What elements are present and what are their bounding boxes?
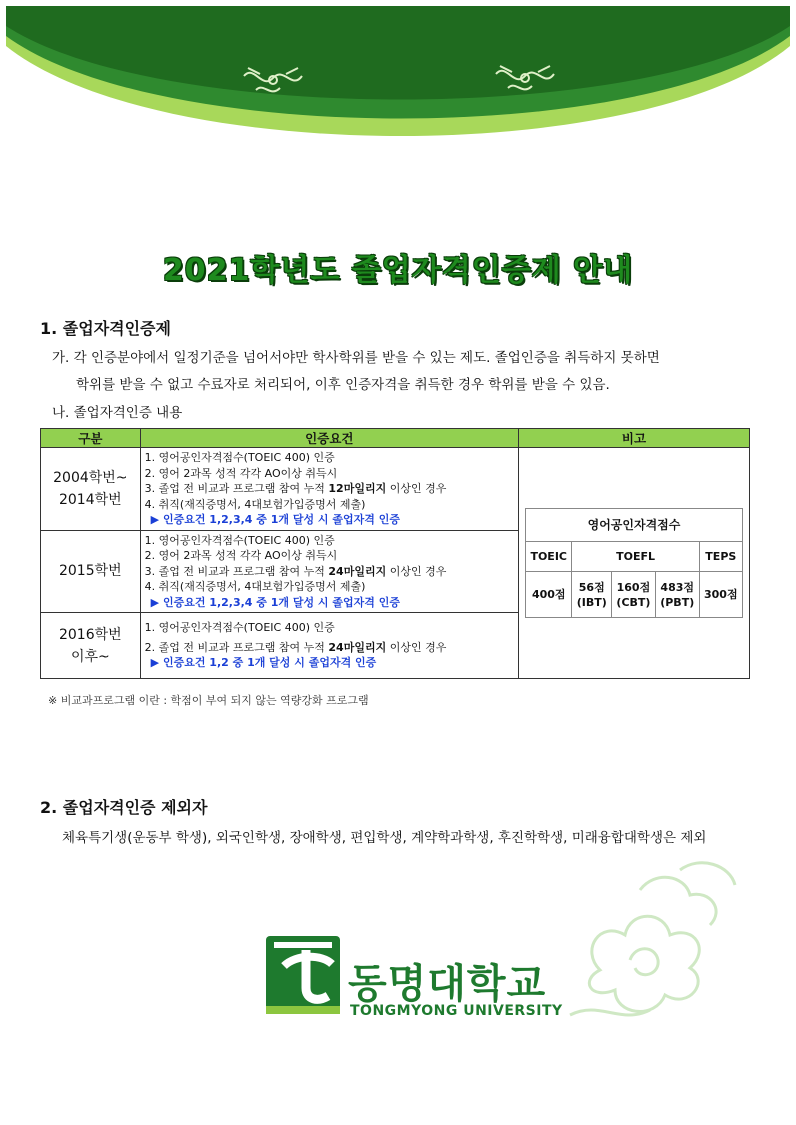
mileage-value: 24마일리지 bbox=[328, 564, 387, 578]
group-label: 이후~ bbox=[70, 648, 110, 665]
university-logo-icon bbox=[266, 936, 340, 1014]
mileage-value: 24마일리지 bbox=[328, 640, 387, 654]
requirement-item: 3. 졸업 전 비교과 프로그램 참여 누적 12마일리지 이상인 경우 bbox=[144, 482, 447, 495]
group-label: 2016학번 bbox=[58, 626, 122, 643]
logo-name-english: TONGMYONG UNIVERSITY bbox=[350, 1003, 563, 1019]
page-title: 2021학년도 졸업자격인증제 안내 bbox=[162, 253, 634, 288]
section1-para-a-line1: 가. 각 인증분야에서 일정기준을 넘어서야만 학사학위를 받을 수 있는 제도. 졸업인증을 취득하지 못하면 bbox=[52, 350, 660, 366]
requirement-item: 2. 영어 2과목 성적 각각 AO이상 취득시 bbox=[144, 466, 338, 480]
header-requirements: 인증요건 bbox=[140, 429, 518, 448]
requirement-item: 4. 취직(재직증명서, 4대보험가입증명서 제출) bbox=[144, 497, 366, 511]
cloud-pattern-icon bbox=[560, 850, 750, 1030]
right-ornament-icon bbox=[492, 58, 558, 98]
score-head-toefl: TOEFL bbox=[572, 542, 699, 572]
group-cell bbox=[41, 448, 141, 531]
header-category: 구분 bbox=[41, 429, 141, 448]
score-toefl-cbt: 160점 (CBT) bbox=[612, 572, 656, 618]
section2-text: 체육특기생(운동부 학생), 외국인학생, 장애학생, 편입학생, 계약학과학생, 후진학학생, 미래융합대학생은 제외 bbox=[62, 830, 707, 846]
requirements-cell bbox=[140, 448, 518, 531]
logo-name-korean: 동명대학교 bbox=[348, 961, 547, 1007]
requirements-table bbox=[40, 428, 750, 679]
mileage-value: 12마일리지 bbox=[328, 482, 387, 495]
requirements-cell bbox=[140, 530, 518, 613]
group-cell bbox=[41, 530, 141, 613]
requirement-item: 2. 졸업 전 비교과 프로그램 참여 누적 24마일리지 이상인 경우 bbox=[144, 640, 447, 654]
footnote: ※ 비교과프로그램 이란 : 학점이 부여 되지 않는 역량강화 프로그램 bbox=[48, 694, 369, 707]
section1-para-a-line2: 학위를 받을 수 없고 수료자로 처리되어, 이후 인증자격을 취득한 경우 학위를 받을 수 있음. bbox=[76, 377, 610, 393]
group-cell bbox=[41, 613, 141, 679]
requirement-summary: ▶ 인증요건 1,2,3,4 중 1개 달성 시 졸업자격 인증 bbox=[150, 513, 400, 526]
score-head-teps: TEPS bbox=[699, 542, 742, 572]
requirement-summary: ▶ 인증요건 1,2,3,4 중 1개 달성 시 졸업자격 인증 bbox=[150, 595, 400, 609]
remarks-cell bbox=[518, 448, 749, 679]
table-header-row bbox=[41, 429, 750, 448]
score-head-toeic: TOEIC bbox=[525, 542, 572, 572]
group-label: 2014학번 bbox=[58, 491, 122, 508]
section2-heading: 2. 졸업자격인증 제외자 bbox=[40, 798, 208, 817]
requirements-cell bbox=[140, 613, 518, 679]
score-toeic: 400점 bbox=[525, 572, 572, 618]
group-label: 2015학번 bbox=[58, 563, 122, 580]
requirement-item: 3. 졸업 전 비교과 프로그램 참여 누적 24마일리지 이상인 경우 bbox=[144, 564, 447, 578]
header-banner bbox=[6, 6, 790, 176]
requirement-item: 2. 영어 2과목 성적 각각 AO이상 취득시 bbox=[144, 549, 338, 562]
score-toefl-pbt: 483점 (PBT) bbox=[655, 572, 699, 618]
requirement-item: 1. 영어공인자격점수(TOEIC 400) 인증 bbox=[144, 451, 335, 464]
score-teps: 300점 bbox=[699, 572, 742, 618]
requirement-summary: ▶ 인증요건 1,2 중 1개 달성 시 졸업자격 인증 bbox=[150, 656, 377, 670]
score-table-title: 영어공인자격점수 bbox=[525, 509, 742, 542]
table-row bbox=[41, 448, 750, 531]
left-ornament-icon bbox=[240, 60, 306, 100]
requirement-item: 1. 영어공인자격점수(TOEIC 400) 인증 bbox=[144, 533, 335, 547]
section1-heading: 1. 졸업자격인증제 bbox=[40, 319, 171, 338]
english-score-table bbox=[525, 508, 743, 618]
section1-para-b: 나. 졸업자격인증 내용 bbox=[52, 405, 183, 421]
requirement-item: 1. 영어공인자격점수(TOEIC 400) 인증 bbox=[144, 621, 335, 635]
header-remarks: 비고 bbox=[518, 429, 749, 448]
group-label: 2004학번~ bbox=[53, 469, 128, 486]
score-toefl-ibt: 56점 (IBT) bbox=[572, 572, 612, 618]
requirement-item: 4. 취직(재직증명서, 4대보험가입증명서 제출) bbox=[144, 580, 366, 593]
